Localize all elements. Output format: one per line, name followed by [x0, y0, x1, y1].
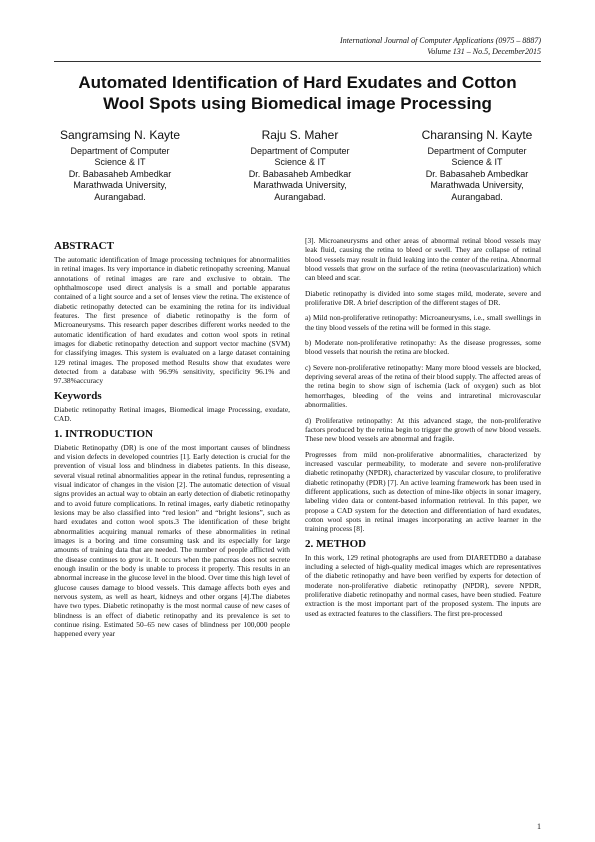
stage-severe: c) Severe non-proliferative retinopathy: Many more blood vessels are blocked, depriving several areas of the retina of their blood supply. The affected areas of the retina begin to show sign of ischemia (lack of oxygen) such as blot hemorrhages, bleeding of the veins and intraretinal microvascular abnormalities.: [305, 362, 541, 410]
affiliation-line: Science & IT: [451, 157, 503, 168]
author-name: Raju S. Maher: [261, 128, 339, 142]
affiliation-line: Aurangabad.: [94, 191, 146, 202]
abstract-heading: ABSTRACT: [54, 240, 114, 252]
body-paragraph: Progresses from mild non-proliferative abnormalities, characterized by increased vascular permeability, to moderate and severe non-proliferative diabetic retinopathy (NPDR), characterized by vascular closure, to proliferative diabetic retinopathy (PDR) [7]. An active learning framework has been used in different applications, such as detection of mine-like objects in sonar imagery, labeling video data or content-based information retrieval. In this paper, we propose a CAD system for the detection and differentiation of hard exudates, cotton wool spots in retinal images incorporating an active learner in the training process [8].: [305, 449, 541, 534]
affiliation-line: Department of Computer: [70, 146, 170, 156]
affiliation-line: Dr. Babasaheb Ambedkar: [248, 168, 352, 179]
keywords-text: Diabetic retinopathy Retinal images, Biomedical image Processing, exudate, CAD.: [54, 404, 290, 424]
affiliation-line: Science & IT: [94, 157, 146, 168]
affiliation-line: Marathwada University,: [73, 180, 167, 191]
author-affiliation: [397, 146, 557, 203]
left-column: [54, 240, 290, 643]
journal-name: International Journal of Computer Applications (0975 – 8887): [340, 36, 541, 45]
author-name: Charansing N. Kayte: [421, 128, 533, 142]
author-name: Sangramsing N. Kayte: [59, 128, 181, 142]
affiliation-line: Aurangabad.: [451, 191, 503, 202]
abstract-text: The automatic identification of Image processing techniques for abnormalities in retinal images. Its very importance in diabetic retinopathy screening. Manual annotations of retinal images are rare and exclusive to obtain. The ophthalmoscope used direct analysis is a small and portable apparatus contained of a light source and a set of lenses view the retina. The existence of diabetic retinopathy detected can be examining the retina for its individual features. The first presence of diabetic retinopathy is the form of Microaneurysms. This research paper describes different works needed to the automatic identification of hard exudates and cotton wool spots in retinal images for diabetic retinopathy detection and support vector machine (SVM) for classifying images. This system is evaluated on a large dataset containing 129 retinal images. The proposed method Results show that exudates were detected from a database with 96.9% sensitivity, specificity 96.1% and 97.38%accuracy: [54, 255, 290, 386]
affiliation-line: Science & IT: [274, 157, 326, 168]
introduction-text: Diabetic Retinopathy (DR) is one of the most important causes of blindness and vision defects in developed countries [1]. Early detection is crucial for the prevention of visual loss and blindness in diabetes patients. In this disease, several visual retinal abnormalities appear in the retinal fundus, representing a visual indicator of changes in the vision [2]. The automatic detection of visual signs provides an actual way to obtain an early detection of diabetic retinopathy and to avoid future complications. In retinal images, early diabetic retinopathy lesions may be also classified into “red lesion” and “bright lesions”, such as hard exudates and cotton wool spots.3 The identification of these bright abnormalities acquiring manual remarks of these abnormalities in retinal images is a boring and time consuming task and its especially for large amounts of training data that are needed. The number of people afflicted with the disease continues to grow it. It occurs when the pancreas does not secrete enough insulin or the body is unable to process it properly. This results in an abnormal increase in the glucose level in the blood. Over time this high level of glucose causes damage to blood vessels. This damage affects both eyes and nervous system, as well as heart, kidneys and other organs [4].The diabetes have two types. Diabetic retinopathy is the most normal cause of new cases of blindness is an effect of diabetic retinopathy and its prevalence is set to continue rising. Estimated 50–65 new cases of blindness per 100,000 people happened every year: [54, 442, 291, 639]
method-text: In this work, 129 retinal photographs are used from DIARETDB0 a database including a selected of high-quality medical images which are representatives of the diabetic retinopathy and have been verified by experts for detection of moderate non-proliferative diabetic retinopathy (NPDR), severe NPDR, proliferative diabetic retinopathy and normal cases, have been studied. Feature extraction is the most important part of the proposed system. The inputs are used as extracted features to the classifiers. The first pre-processed: [305, 552, 541, 618]
right-column: [305, 236, 541, 622]
author-affiliation: [220, 146, 380, 203]
author-affiliation: [40, 146, 200, 203]
paper-title: [40, 72, 555, 114]
affiliation-line: Marathwada University,: [253, 180, 347, 191]
keywords-heading: Keywords: [54, 389, 102, 402]
page-number: 1: [537, 822, 541, 831]
title-line-1: Automated Identification of Hard Exudates and Cotton: [78, 73, 517, 92]
header-rule: [54, 61, 541, 62]
affiliation-line: Aurangabad.: [274, 191, 326, 202]
title-line-2: Wool Spots using Biomedical image Processing: [103, 94, 492, 113]
affiliation-line: Dr. Babasaheb Ambedkar: [68, 168, 172, 179]
stage-proliferative: d) Proliferative retinopathy: At this advanced stage, the non-proliferative factors produced by the retina begin to trigger the growth of new blood vessels. These new blood vessels are abnormal and fragile.: [305, 415, 541, 444]
body-paragraph: Diabetic retinopathy is divided into some stages mild, moderate, severe and proliferative DR. A brief description of the different stages of DR.: [305, 288, 541, 308]
affiliation-line: Department of Computer: [250, 146, 350, 156]
journal-volume: Volume 131 – No.5, December2015: [427, 47, 541, 56]
body-paragraph: [3]. Microaneurysms and other areas of abnormal retinal blood vessels may leak fluid, causing the retina to bleed or swell. They are collapse of retinal blood vessels may result in fluid leaking into the center of the retina. Abnormal blood vessels that grow on the surface of the retina (neovascularization) which can bleed and scar.: [305, 236, 541, 283]
author-block: [40, 128, 200, 203]
author-block: [397, 128, 557, 203]
author-block: [220, 128, 380, 203]
affiliation-line: Department of Computer: [427, 146, 527, 156]
stage-mild: a) Mild non-proliferative retinopathy: Microaneurysms, i.e., small swellings in the tiny blood vessels of the retina will be formed in this stage.: [305, 313, 541, 332]
journal-header: [241, 35, 541, 57]
method-heading: 2. METHOD: [305, 537, 367, 550]
introduction-heading: 1. INTRODUCTION: [54, 427, 154, 440]
stage-moderate: b) Moderate non-proliferative retinopathy: As the disease progresses, some blood vessels that nourish the retina are blocked.: [305, 338, 541, 357]
affiliation-line: Dr. Babasaheb Ambedkar: [425, 168, 529, 179]
affiliation-line: Marathwada University,: [430, 180, 524, 191]
